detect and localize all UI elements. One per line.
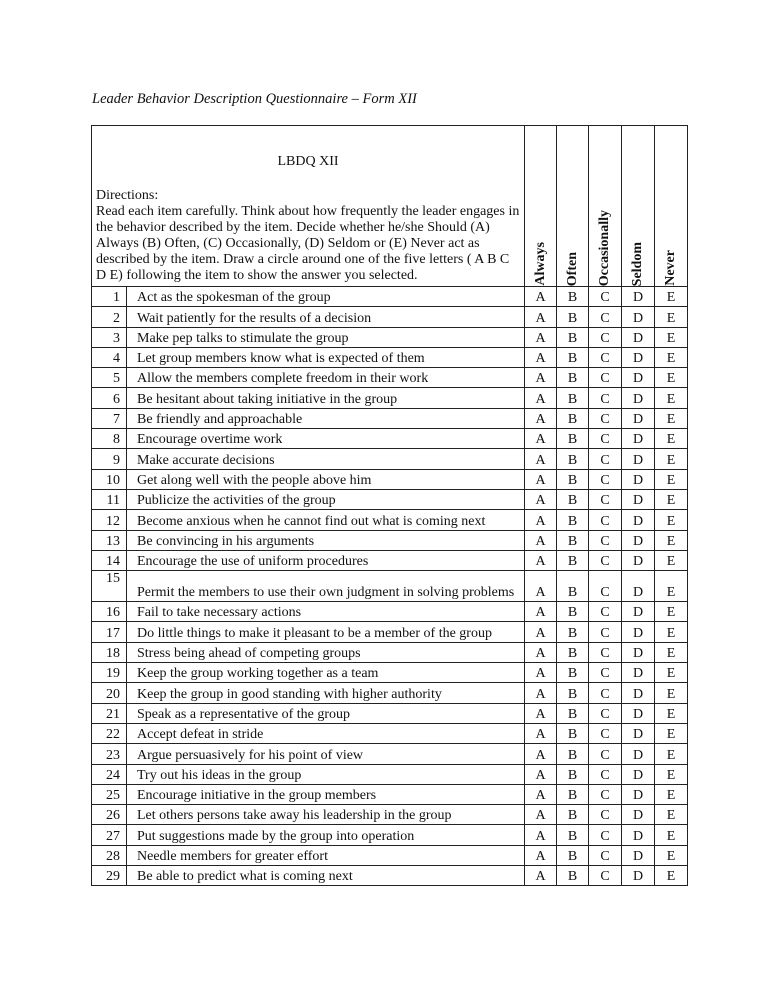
- item-number: 24: [92, 764, 127, 784]
- table-row: [92, 388, 688, 408]
- table-row: [92, 307, 688, 327]
- answer-option[interactable]: D: [622, 510, 655, 530]
- col-header-seldom: [622, 126, 655, 287]
- item-number: 16: [92, 602, 127, 622]
- answer-option[interactable]: A: [525, 449, 557, 469]
- answer-option[interactable]: C: [589, 368, 622, 388]
- answer-option[interactable]: B: [557, 429, 589, 449]
- item-text: Put suggestions made by the group into operation: [127, 825, 525, 845]
- item-number: 15: [92, 571, 127, 602]
- answer-option[interactable]: E: [655, 703, 688, 723]
- answer-option[interactable]: B: [557, 845, 589, 865]
- table-row: [92, 449, 688, 469]
- header-row: [92, 126, 688, 287]
- col-header-occasionally: [589, 126, 622, 287]
- answer-option[interactable]: E: [655, 744, 688, 764]
- answer-option[interactable]: E: [655, 764, 688, 784]
- answer-option[interactable]: C: [589, 449, 622, 469]
- item-text: Encourage overtime work: [127, 429, 525, 449]
- answer-option[interactable]: C: [589, 825, 622, 845]
- table-row: [92, 368, 688, 388]
- item-number: 9: [92, 449, 127, 469]
- answer-option[interactable]: C: [589, 805, 622, 825]
- answer-option[interactable]: C: [589, 642, 622, 662]
- item-text: Try out his ideas in the group: [127, 764, 525, 784]
- col-header-always: [525, 126, 557, 287]
- answer-option[interactable]: D: [622, 683, 655, 703]
- col-header-label: Never: [663, 250, 678, 286]
- answer-option[interactable]: A: [525, 571, 557, 602]
- item-number: 4: [92, 347, 127, 367]
- answer-option[interactable]: C: [589, 287, 622, 307]
- answer-option[interactable]: A: [525, 347, 557, 367]
- table-row: [92, 866, 688, 886]
- answer-option[interactable]: D: [622, 327, 655, 347]
- item-number: 1: [92, 287, 127, 307]
- answer-option[interactable]: E: [655, 347, 688, 367]
- answer-option[interactable]: E: [655, 571, 688, 602]
- item-number: 3: [92, 327, 127, 347]
- table-row: [92, 723, 688, 743]
- table-row: [92, 327, 688, 347]
- answer-option[interactable]: D: [622, 307, 655, 327]
- item-text: Keep the group in good standing with higher authority: [127, 683, 525, 703]
- table-row: [92, 510, 688, 530]
- answer-option[interactable]: A: [525, 723, 557, 743]
- answer-option[interactable]: D: [622, 287, 655, 307]
- answer-option[interactable]: B: [557, 703, 589, 723]
- answer-option[interactable]: B: [557, 550, 589, 570]
- item-text: Argue persuasively for his point of view: [127, 744, 525, 764]
- questionnaire-table: [91, 125, 688, 886]
- table-row: [92, 287, 688, 307]
- answer-option[interactable]: E: [655, 622, 688, 642]
- answer-option[interactable]: E: [655, 429, 688, 449]
- answer-option[interactable]: A: [525, 368, 557, 388]
- answer-option[interactable]: C: [589, 408, 622, 428]
- item-text: Accept defeat in stride: [127, 723, 525, 743]
- directions-cell: [92, 126, 525, 287]
- item-text: Get along well with the people above him: [127, 469, 525, 489]
- item-number: 11: [92, 489, 127, 509]
- answer-option[interactable]: E: [655, 449, 688, 469]
- item-number: 23: [92, 744, 127, 764]
- item-number: 22: [92, 723, 127, 743]
- answer-option[interactable]: E: [655, 723, 688, 743]
- answer-option[interactable]: E: [655, 845, 688, 865]
- answer-option[interactable]: C: [589, 429, 622, 449]
- table-row: [92, 571, 688, 602]
- answer-option[interactable]: C: [589, 723, 622, 743]
- item-number: 10: [92, 469, 127, 489]
- col-header-never: [655, 126, 688, 287]
- item-number: 21: [92, 703, 127, 723]
- answer-option[interactable]: E: [655, 287, 688, 307]
- table-row: [92, 602, 688, 622]
- answer-option[interactable]: D: [622, 388, 655, 408]
- answer-option[interactable]: B: [557, 805, 589, 825]
- answer-option[interactable]: B: [557, 764, 589, 784]
- item-number: 2: [92, 307, 127, 327]
- answer-option[interactable]: A: [525, 602, 557, 622]
- answer-option[interactable]: C: [589, 530, 622, 550]
- answer-option[interactable]: A: [525, 683, 557, 703]
- directions-label: Directions:: [96, 188, 159, 203]
- answer-option[interactable]: E: [655, 602, 688, 622]
- answer-option[interactable]: A: [525, 530, 557, 550]
- item-text: Act as the spokesman of the group: [127, 287, 525, 307]
- table-row: [92, 784, 688, 804]
- answer-option[interactable]: D: [622, 602, 655, 622]
- item-text: Wait patiently for the results of a decision: [127, 307, 525, 327]
- item-number: 20: [92, 683, 127, 703]
- answer-option[interactable]: A: [525, 307, 557, 327]
- item-number: 8: [92, 429, 127, 449]
- answer-option[interactable]: E: [655, 327, 688, 347]
- answer-option[interactable]: C: [589, 602, 622, 622]
- answer-option[interactable]: A: [525, 469, 557, 489]
- answer-option[interactable]: C: [589, 764, 622, 784]
- answer-option[interactable]: E: [655, 784, 688, 804]
- answer-option[interactable]: C: [589, 784, 622, 804]
- answer-option[interactable]: D: [622, 368, 655, 388]
- answer-option[interactable]: A: [525, 866, 557, 886]
- answer-option[interactable]: B: [557, 287, 589, 307]
- answer-option[interactable]: C: [589, 550, 622, 570]
- item-number: 12: [92, 510, 127, 530]
- item-text: Let group members know what is expected of them: [127, 347, 525, 367]
- table-row: [92, 703, 688, 723]
- answer-option[interactable]: D: [622, 866, 655, 886]
- item-text: Be friendly and approachable: [127, 408, 525, 428]
- item-text: Encourage the use of uniform procedures: [127, 550, 525, 570]
- answer-option[interactable]: E: [655, 469, 688, 489]
- answer-option[interactable]: B: [557, 489, 589, 509]
- answer-option[interactable]: D: [622, 703, 655, 723]
- item-number: 26: [92, 805, 127, 825]
- answer-option[interactable]: E: [655, 866, 688, 886]
- col-header-label: Seldom: [630, 241, 645, 286]
- answer-option[interactable]: D: [622, 663, 655, 683]
- col-header-label: Always: [532, 242, 548, 286]
- answer-option[interactable]: C: [589, 571, 622, 602]
- answer-option[interactable]: C: [589, 703, 622, 723]
- item-text: Let others persons take away his leadership in the group: [127, 805, 525, 825]
- answer-option[interactable]: D: [622, 550, 655, 570]
- answer-option[interactable]: D: [622, 489, 655, 509]
- col-header-often: [557, 126, 589, 287]
- answer-option[interactable]: E: [655, 550, 688, 570]
- item-number: 25: [92, 784, 127, 804]
- table-row: [92, 805, 688, 825]
- answer-option[interactable]: D: [622, 805, 655, 825]
- table-row: [92, 683, 688, 703]
- answer-option[interactable]: B: [557, 510, 589, 530]
- answer-option[interactable]: B: [557, 602, 589, 622]
- document-title: Leader Behavior Description Questionnaire – Form XII: [92, 91, 417, 107]
- answer-option[interactable]: B: [557, 347, 589, 367]
- table-row: [92, 825, 688, 845]
- answer-option[interactable]: D: [622, 642, 655, 662]
- answer-option[interactable]: E: [655, 663, 688, 683]
- answer-option[interactable]: D: [622, 622, 655, 642]
- answer-option[interactable]: B: [557, 683, 589, 703]
- table-row: [92, 530, 688, 550]
- answer-option[interactable]: B: [557, 449, 589, 469]
- item-number: 18: [92, 642, 127, 662]
- answer-option[interactable]: E: [655, 489, 688, 509]
- answer-option[interactable]: D: [622, 408, 655, 428]
- answer-option[interactable]: C: [589, 307, 622, 327]
- answer-option[interactable]: E: [655, 408, 688, 428]
- table-row: [92, 642, 688, 662]
- answer-option[interactable]: B: [557, 368, 589, 388]
- answer-option[interactable]: C: [589, 866, 622, 886]
- answer-option[interactable]: A: [525, 764, 557, 784]
- answer-option[interactable]: A: [525, 287, 557, 307]
- answer-option[interactable]: E: [655, 368, 688, 388]
- table-row: [92, 845, 688, 865]
- item-number: 17: [92, 622, 127, 642]
- answer-option[interactable]: D: [622, 723, 655, 743]
- answer-option[interactable]: A: [525, 489, 557, 509]
- answer-option[interactable]: A: [525, 805, 557, 825]
- answer-option[interactable]: D: [622, 744, 655, 764]
- item-text: Keep the group working together as a team: [127, 663, 525, 683]
- col-header-label: Occasionally: [597, 209, 612, 286]
- answer-option[interactable]: A: [525, 429, 557, 449]
- answer-option[interactable]: E: [655, 510, 688, 530]
- answer-option[interactable]: C: [589, 327, 622, 347]
- answer-option[interactable]: B: [557, 571, 589, 602]
- answer-option[interactable]: A: [525, 845, 557, 865]
- answer-option[interactable]: A: [525, 388, 557, 408]
- answer-option[interactable]: B: [557, 327, 589, 347]
- form-name: LBDQ XII: [277, 154, 339, 169]
- answer-option[interactable]: C: [589, 683, 622, 703]
- answer-option[interactable]: B: [557, 744, 589, 764]
- answer-option[interactable]: B: [557, 642, 589, 662]
- answer-option[interactable]: C: [589, 388, 622, 408]
- answer-option[interactable]: D: [622, 764, 655, 784]
- item-number: 27: [92, 825, 127, 845]
- answer-option[interactable]: D: [622, 845, 655, 865]
- answer-option[interactable]: D: [622, 825, 655, 845]
- item-text: Publicize the activities of the group: [127, 489, 525, 509]
- item-number: 5: [92, 368, 127, 388]
- col-header-label: Often: [564, 251, 580, 286]
- answer-option[interactable]: B: [557, 866, 589, 886]
- answer-option[interactable]: E: [655, 642, 688, 662]
- item-number: 13: [92, 530, 127, 550]
- answer-option[interactable]: A: [525, 550, 557, 570]
- table-row: [92, 347, 688, 367]
- answer-option[interactable]: E: [655, 388, 688, 408]
- item-text: Be able to predict what is coming next: [127, 866, 525, 886]
- answer-option[interactable]: B: [557, 530, 589, 550]
- answer-option[interactable]: B: [557, 663, 589, 683]
- answer-option[interactable]: B: [557, 469, 589, 489]
- answer-option[interactable]: C: [589, 744, 622, 764]
- table-row: [92, 469, 688, 489]
- answer-option[interactable]: A: [525, 744, 557, 764]
- item-text: Speak as a representative of the group: [127, 703, 525, 723]
- item-number: 19: [92, 663, 127, 683]
- item-text: Stress being ahead of competing groups: [127, 642, 525, 662]
- answer-option[interactable]: B: [557, 784, 589, 804]
- item-text: Be hesitant about taking initiative in the group: [127, 388, 525, 408]
- table-row: [92, 744, 688, 764]
- answer-option[interactable]: A: [525, 642, 557, 662]
- item-text: Make pep talks to stimulate the group: [127, 327, 525, 347]
- table-row: [92, 622, 688, 642]
- answer-option[interactable]: A: [525, 510, 557, 530]
- answer-option[interactable]: C: [589, 663, 622, 683]
- answer-option[interactable]: C: [589, 622, 622, 642]
- item-text: Be convincing in his arguments: [127, 530, 525, 550]
- item-number: 28: [92, 845, 127, 865]
- item-text: Fail to take necessary actions: [127, 602, 525, 622]
- answer-option[interactable]: D: [622, 469, 655, 489]
- answer-option[interactable]: C: [589, 469, 622, 489]
- answer-option[interactable]: E: [655, 683, 688, 703]
- answer-option[interactable]: C: [589, 489, 622, 509]
- answer-option[interactable]: C: [589, 510, 622, 530]
- answer-option[interactable]: A: [525, 784, 557, 804]
- item-text: Become anxious when he cannot find out what is coming next: [127, 510, 525, 530]
- answer-option[interactable]: E: [655, 307, 688, 327]
- answer-option[interactable]: D: [622, 449, 655, 469]
- answer-option[interactable]: C: [589, 845, 622, 865]
- table-row: [92, 489, 688, 509]
- table-row: [92, 550, 688, 570]
- answer-option[interactable]: A: [525, 703, 557, 723]
- item-number: 14: [92, 550, 127, 570]
- answer-option[interactable]: B: [557, 825, 589, 845]
- answer-option[interactable]: E: [655, 805, 688, 825]
- item-text: Allow the members complete freedom in their work: [127, 368, 525, 388]
- answer-option[interactable]: B: [557, 388, 589, 408]
- answer-option[interactable]: A: [525, 663, 557, 683]
- item-text: Do little things to make it pleasant to be a member of the group: [127, 622, 525, 642]
- item-text: Encourage initiative in the group members: [127, 784, 525, 804]
- answer-option[interactable]: D: [622, 347, 655, 367]
- table-row: [92, 764, 688, 784]
- table-row: [92, 408, 688, 428]
- answer-option[interactable]: A: [525, 825, 557, 845]
- item-text: Permit the members to use their own judgment in solving problems: [127, 571, 525, 602]
- item-text: Needle members for greater effort: [127, 845, 525, 865]
- answer-option[interactable]: B: [557, 622, 589, 642]
- item-text: Make accurate decisions: [127, 449, 525, 469]
- answer-option[interactable]: D: [622, 571, 655, 602]
- table-row: [92, 663, 688, 683]
- answer-option[interactable]: C: [589, 347, 622, 367]
- answer-option[interactable]: A: [525, 408, 557, 428]
- answer-option[interactable]: B: [557, 723, 589, 743]
- item-number: 7: [92, 408, 127, 428]
- answer-option[interactable]: E: [655, 825, 688, 845]
- answer-option[interactable]: D: [622, 784, 655, 804]
- item-number: 29: [92, 866, 127, 886]
- item-number: 6: [92, 388, 127, 408]
- table-row: [92, 429, 688, 449]
- answer-option[interactable]: B: [557, 307, 589, 327]
- directions-text: Read each item carefully. Think about how frequently the leader engages in the behavior described by the item. Decide whether he/she Should (A) Always (B) Often, (C) Occasionally, (D) Seldom or (E) Never act as described by the item. Draw a circle around one of the five letters ( A B C D E) following the item to show the answer you selected.: [96, 204, 520, 283]
- answer-option[interactable]: E: [655, 530, 688, 550]
- answer-option[interactable]: D: [622, 530, 655, 550]
- answer-option[interactable]: A: [525, 327, 557, 347]
- answer-option[interactable]: D: [622, 429, 655, 449]
- answer-option[interactable]: A: [525, 622, 557, 642]
- answer-option[interactable]: B: [557, 408, 589, 428]
